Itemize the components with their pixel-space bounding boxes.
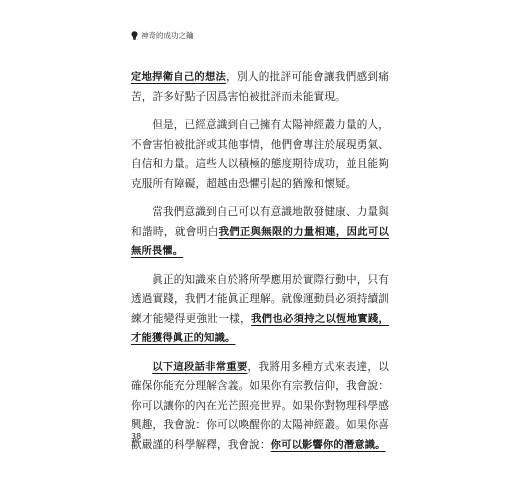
running-header xyxy=(131,30,194,41)
emphasized-text: 你可以影響你的潛意識。 xyxy=(270,438,386,451)
emphasized-text: 以下這段話非常重要 xyxy=(152,360,248,373)
header-title: 神奇的成功之鑰 xyxy=(141,31,194,40)
emphasized-text: 我們也必須持之以恆地實踐，才能獲得眞正的知識。 xyxy=(131,312,389,344)
paragraph-text: ，別人的批評可能會讓我們感到痛苦，許多好點子因爲害怕被批評而未能實現。 xyxy=(131,71,389,103)
emphasized-text: 我們正與無限的力量相連，因此可以無所畏懼。 xyxy=(131,225,389,257)
body-text xyxy=(131,68,389,464)
paragraph xyxy=(131,68,389,107)
emphasized-text: 定地捍衛自己的想法 xyxy=(131,71,227,83)
paragraph xyxy=(131,203,389,262)
paragraph-text: 但是，已經意識到自己擁有太陽神經叢力量的人，不會害怕被批評或其他事情，他們會專注於展現勇氣、自信和力量。這些人以積極的態度期待成功，並且能夠克服所有障礙，超越由恐懼引起的猶豫和懷疑。 xyxy=(131,119,389,190)
paragraph xyxy=(131,358,389,456)
paragraph xyxy=(131,116,389,194)
paragraph-text: 當我們意識到自己可以有意識地散發健康、力量與和諧時，就會明白 xyxy=(131,206,389,238)
paragraph-text: ，我將用多種方式來表達，以確保你能充分理解含義。如果你有宗教信仰，我會說：你可以讓你的內在光芒照亮世界。如果你對物理科學感興趣，我會說：你可以喚醒你的太陽神經叢。如果你喜歡嚴謹的科學解釋，我會說： xyxy=(131,360,389,451)
paragraph xyxy=(131,271,389,349)
paragraph-text: 眞正的知識來自於將所學應用於實際行動中，只有透過實踐，我們才能眞正理解。就像運動員必須持續訓練才能變得更強壯一樣， xyxy=(131,273,389,325)
lightbulb-icon xyxy=(131,31,138,40)
page-number: 38 xyxy=(131,432,142,441)
